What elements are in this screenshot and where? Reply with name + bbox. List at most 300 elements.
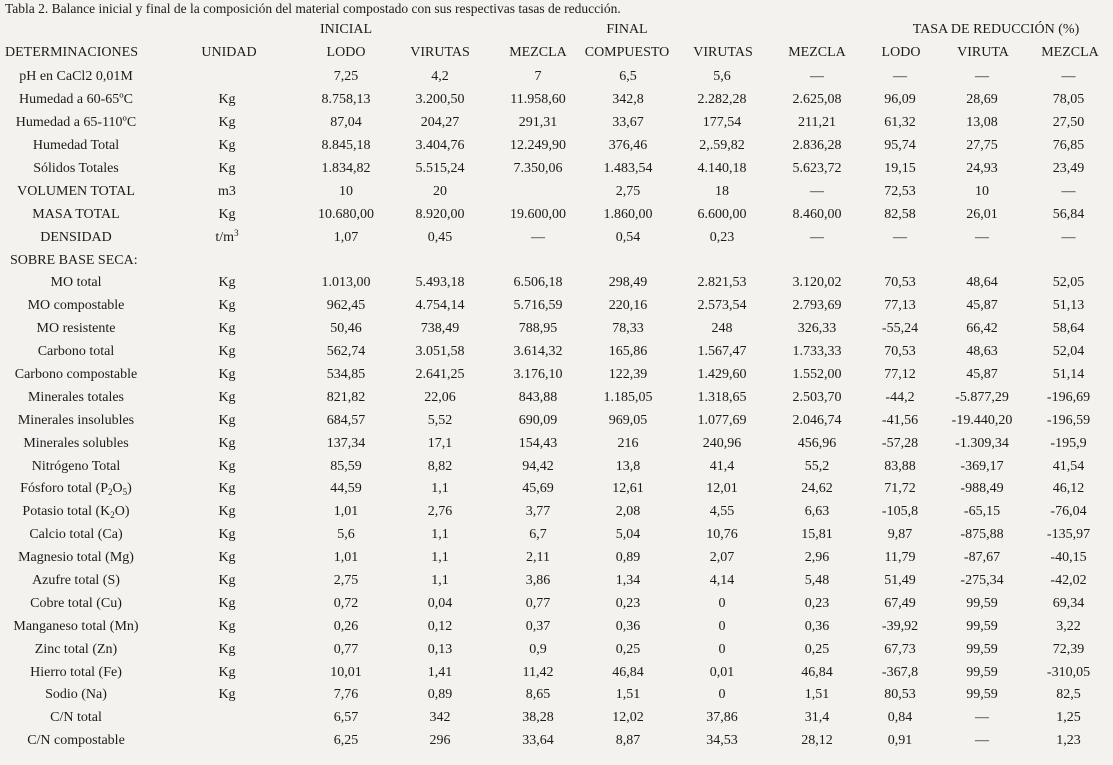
value-cell: — <box>1061 183 1076 199</box>
value-cell: 6,5 <box>619 69 637 85</box>
label-part: Potasio total (K <box>22 504 111 520</box>
value-cell: 8.920,00 <box>415 206 465 222</box>
value-cell: 10,76 <box>706 527 738 543</box>
value-cell: 2.821,53 <box>697 275 747 291</box>
value-cell: — <box>975 69 989 85</box>
value-cell: 34,53 <box>706 733 738 749</box>
col-header-tasa-viruta: VIRUTA <box>957 45 1009 60</box>
value-cell: 2,08 <box>615 504 641 520</box>
value-cell: 12,01 <box>706 481 738 497</box>
value-cell: 1,51 <box>615 687 641 703</box>
value-cell: 13,08 <box>966 115 998 131</box>
unit-cell <box>152 661 302 684</box>
table-row <box>0 112 1113 135</box>
value-cell: 843,88 <box>518 389 558 405</box>
value-cell: 291,31 <box>518 115 558 131</box>
value-cell: 2,76 <box>427 504 453 520</box>
value-cell: 0,23 <box>804 595 830 611</box>
value-cell: 8,87 <box>615 733 641 749</box>
table-caption: Tabla 2. Balance inicial y final de la composición del material compostado con sus respectivas tasas de reducción. <box>5 1 621 16</box>
value-cell: 9,87 <box>887 527 913 543</box>
value-cell <box>302 249 390 272</box>
unit-text: Kg <box>218 435 236 451</box>
value-cell: 67,49 <box>884 595 916 611</box>
value-cell: 0,25 <box>804 641 830 657</box>
value-cell: 0,77 <box>525 595 551 611</box>
value-cell: 1.013,00 <box>321 275 371 291</box>
unit-cell <box>152 249 302 272</box>
value-cell: 69,34 <box>1052 595 1085 611</box>
table-row <box>0 501 1113 524</box>
table-row <box>0 341 1113 364</box>
value-cell: -42,02 <box>1050 573 1087 589</box>
unit-text: Kg <box>218 687 236 703</box>
value-cell: 2.625,08 <box>792 92 842 108</box>
unit-cell <box>152 226 302 249</box>
value-cell: 1,25 <box>1056 710 1081 726</box>
unit-text: Kg <box>218 412 236 428</box>
value-cell: -367,8 <box>881 664 919 680</box>
value-cell: 10 <box>975 183 989 199</box>
label-part: O) <box>114 504 130 520</box>
value-cell: 1.733,33 <box>792 344 842 360</box>
value-cell: 7,25 <box>333 69 359 85</box>
value-cell: 137,34 <box>326 435 366 451</box>
unit-text: Kg <box>218 527 236 543</box>
value-cell: 2.793,69 <box>792 298 842 314</box>
value-cell: 67,73 <box>884 641 916 657</box>
value-cell: 72,39 <box>1052 641 1085 657</box>
value-cell: 1.077,69 <box>697 412 747 428</box>
value-cell: 821,82 <box>326 389 366 405</box>
value-cell: 1,51 <box>804 687 830 703</box>
value-cell: 38,28 <box>522 710 554 726</box>
value-cell: 3.176,10 <box>513 367 563 383</box>
value-cell: 61,32 <box>884 115 916 131</box>
value-cell: 1.567,47 <box>697 344 747 360</box>
value-cell: 788,95 <box>518 321 558 337</box>
table-row <box>0 730 1113 753</box>
value-cell: -57,28 <box>881 435 919 451</box>
value-cell: 23,49 <box>1052 161 1085 176</box>
unit-cell <box>152 89 302 112</box>
row-label: MASA TOTAL <box>32 206 120 222</box>
value-cell: -275,34 <box>960 573 1004 589</box>
value-cell: 0,54 <box>615 229 641 245</box>
unit-text: Kg <box>218 206 236 222</box>
value-cell: -105,8 <box>881 504 919 520</box>
unit-text: Kg <box>218 481 236 497</box>
unit-text: Kg <box>218 664 236 680</box>
value-cell: 99,59 <box>966 618 998 634</box>
unit-cell <box>152 730 302 753</box>
row-label: Carbono total <box>37 344 115 360</box>
col-header-final-virutas: VIRUTAS <box>693 45 753 60</box>
value-cell: 78,33 <box>612 321 644 337</box>
unit-text: Kg <box>218 550 236 566</box>
value-cell: 10.680,00 <box>318 206 374 222</box>
value-cell: 4.140,18 <box>697 161 747 176</box>
value-cell: 0,89 <box>427 687 453 703</box>
value-cell: 99,59 <box>966 641 998 657</box>
unit-text: t/m <box>215 229 235 245</box>
value-cell: 5,6 <box>337 527 355 543</box>
unit-text: Kg <box>218 618 236 634</box>
col-header-final-compuesto: COMPUESTO <box>584 45 670 60</box>
value-cell: — <box>810 183 824 199</box>
unit-cell <box>152 455 302 478</box>
value-cell: 3.200,50 <box>415 92 465 108</box>
unit-cell <box>152 592 302 615</box>
value-cell: -310,05 <box>1046 664 1091 680</box>
value-cell: -195,9 <box>1050 435 1087 451</box>
value-cell: 2.836,28 <box>792 138 842 154</box>
value-cell: -196,59 <box>1046 412 1091 428</box>
row-label <box>0 501 152 524</box>
value-cell: 1,01 <box>333 504 359 520</box>
unit-text: Kg <box>218 275 236 291</box>
value-cell: 1,1 <box>431 481 449 497</box>
label-part: O <box>112 481 123 497</box>
value-cell: 3.614,32 <box>513 344 563 360</box>
value-cell: 0,45 <box>427 229 453 245</box>
value-cell: 11.958,60 <box>510 92 566 108</box>
value-cell <box>586 249 670 272</box>
value-cell: -5.877,29 <box>955 389 1009 405</box>
row-label: Nitrógeno Total <box>31 458 121 474</box>
value-cell: 326,33 <box>797 321 837 337</box>
unit-cell <box>152 615 302 638</box>
row-label: Carbono compostable <box>14 367 138 383</box>
value-cell: — <box>1061 69 1076 85</box>
value-cell: -875,88 <box>960 527 1004 543</box>
unit-text: Kg <box>218 115 236 131</box>
unit-cell <box>152 318 302 341</box>
row-label: MO total <box>50 275 102 291</box>
row-label <box>0 478 152 501</box>
row-label: Hierro total (Fe) <box>30 664 122 680</box>
value-cell: 48,64 <box>966 275 998 291</box>
value-cell: 77,13 <box>884 298 916 314</box>
label-part: ) <box>127 481 132 497</box>
value-cell: 0,25 <box>615 641 641 657</box>
value-cell: 2.573,54 <box>697 298 747 314</box>
unit-cell <box>152 478 302 501</box>
composition-table <box>0 66 1113 753</box>
value-cell: -39,92 <box>881 618 919 634</box>
unit-text: Kg <box>218 161 236 176</box>
value-cell: -55,24 <box>881 321 919 337</box>
value-cell: 24,93 <box>966 161 998 176</box>
value-cell: 0,23 <box>709 229 735 245</box>
value-cell: 87,04 <box>330 115 362 131</box>
subscript: 2 <box>108 487 113 498</box>
unit-text: Kg <box>218 321 236 337</box>
value-cell: 15,81 <box>801 527 833 543</box>
col-header-unidad: UNIDAD <box>201 45 257 60</box>
value-cell: 10 <box>339 183 353 199</box>
table-row <box>0 524 1113 547</box>
value-cell: 6,63 <box>804 504 830 520</box>
value-cell: 31,4 <box>804 710 830 726</box>
unit-cell <box>152 180 302 203</box>
value-cell: 10,01 <box>330 664 362 680</box>
label-part: Fósforo total (P <box>20 481 109 497</box>
value-cell: 52,05 <box>1052 275 1085 291</box>
value-cell: 0,77 <box>333 641 359 657</box>
table-row <box>0 318 1113 341</box>
value-cell: 82,58 <box>884 206 916 222</box>
table-row <box>0 409 1113 432</box>
value-cell: 1,23 <box>1056 733 1081 749</box>
unit-text: Kg <box>218 389 236 405</box>
value-cell <box>1024 249 1113 272</box>
row-label: Azufre total (S) <box>32 573 120 589</box>
value-cell: 66,42 <box>966 321 998 337</box>
col-header-final-mezcla: MEZCLA <box>788 45 846 60</box>
row-label: MO resistente <box>36 321 116 337</box>
value-cell: 240,96 <box>702 435 742 451</box>
value-cell: 51,13 <box>1052 298 1085 314</box>
value-cell: -135,97 <box>1046 527 1091 543</box>
value-cell: — <box>893 229 907 245</box>
value-cell: -1.309,34 <box>955 435 1009 451</box>
value-cell: 5.716,59 <box>513 298 563 314</box>
value-cell: 71,72 <box>884 481 916 497</box>
value-cell: 5.515,24 <box>415 161 465 176</box>
table-row <box>0 203 1113 226</box>
value-cell: 0,72 <box>333 595 359 611</box>
value-cell: 11,42 <box>522 664 554 680</box>
value-cell: 5,48 <box>804 573 830 589</box>
value-cell: 1,1 <box>431 573 449 589</box>
value-cell: 2,75 <box>615 183 641 199</box>
value-cell: 72,53 <box>884 183 916 199</box>
value-cell: 8.460,00 <box>792 206 842 222</box>
value-cell: -41,56 <box>881 412 919 428</box>
value-cell: 19.600,00 <box>510 206 566 222</box>
value-cell: -19.440,20 <box>951 412 1013 428</box>
value-cell: 3.051,58 <box>415 344 465 360</box>
value-cell: 4.754,14 <box>415 298 465 314</box>
value-cell: -76,04 <box>1050 504 1087 520</box>
value-cell: 27,75 <box>966 138 998 154</box>
unit-cell <box>152 158 302 181</box>
table-row <box>0 386 1113 409</box>
table-row <box>0 661 1113 684</box>
col-header-tasa-lodo: LODO <box>881 45 921 60</box>
value-cell: 534,85 <box>326 367 366 383</box>
value-cell: 13,8 <box>615 458 641 474</box>
value-cell: 46,84 <box>801 664 833 680</box>
value-cell: 45,69 <box>522 481 554 497</box>
unit-text: Kg <box>218 367 236 383</box>
unit-text: m3 <box>218 183 236 199</box>
value-cell: 8.758,13 <box>321 92 371 108</box>
unit-cell <box>152 409 302 432</box>
row-label: Cobre total (Cu) <box>30 595 122 611</box>
value-cell: — <box>531 229 545 245</box>
value-cell: 20 <box>433 183 447 199</box>
value-cell: 177,54 <box>702 115 742 131</box>
group-header-final: FINAL <box>606 22 648 37</box>
unit-cell <box>152 203 302 226</box>
value-cell: 99,59 <box>966 595 998 611</box>
value-cell: 8.845,18 <box>321 138 371 154</box>
value-cell: — <box>975 229 989 245</box>
value-cell: 5,6 <box>713 69 731 85</box>
value-cell: 6.600,00 <box>697 206 747 222</box>
value-cell: 0,13 <box>427 641 453 657</box>
group-header-tasa: TASA DE REDUCCIÓN (%) <box>912 22 1080 37</box>
value-cell: -369,17 <box>960 458 1004 474</box>
value-cell: 2,75 <box>333 573 359 589</box>
value-cell: 99,59 <box>966 664 998 680</box>
value-cell: 3.120,02 <box>792 275 842 291</box>
value-cell: 5.493,18 <box>415 275 465 291</box>
value-cell: 5,52 <box>427 412 453 428</box>
value-cell: -65,15 <box>963 504 1001 520</box>
table-row <box>0 455 1113 478</box>
value-cell: 12,61 <box>612 481 644 497</box>
value-cell: 12.249,90 <box>510 138 566 154</box>
value-cell: 96,09 <box>884 92 916 108</box>
table-body <box>0 66 1113 753</box>
value-cell: 0,89 <box>615 550 641 566</box>
value-cell: 1.429,60 <box>697 367 747 383</box>
value-cell: — <box>1061 229 1076 245</box>
value-cell: 58,64 <box>1052 321 1085 337</box>
value-cell: 37,86 <box>706 710 738 726</box>
unit-cell <box>152 341 302 364</box>
value-cell <box>860 249 940 272</box>
value-cell: 0,12 <box>427 618 453 634</box>
value-cell: 94,42 <box>522 458 554 474</box>
value-cell: 6,57 <box>333 710 359 726</box>
value-cell: 19,15 <box>884 161 916 176</box>
value-cell: 17,1 <box>427 435 453 451</box>
table-row <box>0 432 1113 455</box>
subscript: 5 <box>122 487 128 498</box>
value-cell: 3,22 <box>1056 618 1081 634</box>
subscript: 2 <box>110 510 115 521</box>
value-cell: 1.318,65 <box>697 389 747 405</box>
value-cell: 78,05 <box>1052 92 1085 108</box>
value-cell: 2.641,25 <box>415 367 465 383</box>
value-cell: 28,12 <box>801 733 833 749</box>
value-cell: -988,49 <box>960 481 1004 497</box>
table-row <box>0 295 1113 318</box>
row-label: Zinc total (Zn) <box>34 641 118 657</box>
value-cell: 0 <box>718 618 726 634</box>
table-row <box>0 364 1113 387</box>
unit-cell <box>152 547 302 570</box>
value-cell: 1.860,00 <box>603 206 653 222</box>
value-cell: 2,11 <box>526 550 550 566</box>
unit-text: Kg <box>218 92 236 108</box>
value-cell: 51,14 <box>1052 367 1085 383</box>
value-cell: 298,49 <box>608 275 648 291</box>
value-cell: 70,53 <box>884 344 916 360</box>
value-cell: 99,59 <box>966 687 998 703</box>
value-cell: -87,67 <box>963 550 1001 566</box>
value-cell: 690,09 <box>518 412 558 428</box>
value-cell: 0,04 <box>427 595 453 611</box>
value-cell: 70,53 <box>884 275 916 291</box>
value-cell: 50,46 <box>330 321 362 337</box>
value-cell: 3,86 <box>525 573 551 589</box>
value-cell <box>390 249 490 272</box>
value-cell: — <box>893 69 907 85</box>
table-row <box>0 180 1113 203</box>
value-cell: 3.404,76 <box>415 138 465 154</box>
unit-text: Kg <box>218 504 236 520</box>
unit-cell <box>152 272 302 295</box>
value-cell: 2.046,74 <box>792 412 842 428</box>
value-cell: -196,69 <box>1046 389 1091 405</box>
value-cell <box>490 249 586 272</box>
value-cell: 154,43 <box>518 435 558 451</box>
value-cell: -40,15 <box>1050 550 1087 566</box>
table-row <box>0 570 1113 593</box>
section-label: SOBRE BASE SECA: <box>10 252 138 268</box>
value-cell: 1.552,00 <box>792 367 842 383</box>
value-cell: 52,04 <box>1052 344 1085 360</box>
unit-cell <box>152 707 302 730</box>
value-cell: 0,91 <box>887 733 913 749</box>
value-cell: 6,7 <box>529 527 547 543</box>
unit-cell <box>152 66 302 89</box>
value-cell: 1,01 <box>333 550 359 566</box>
value-cell: — <box>975 710 989 726</box>
row-label: pH en CaCl2 0,01M <box>19 69 133 85</box>
value-cell: 85,59 <box>330 458 362 474</box>
unit-cell <box>152 638 302 661</box>
unit-text: Kg <box>218 641 236 657</box>
unit-superscript: 3 <box>234 227 239 238</box>
value-cell: 0,36 <box>804 618 830 634</box>
value-cell: 44,59 <box>330 481 362 497</box>
unit-cell <box>152 364 302 387</box>
value-cell: 4,55 <box>709 504 735 520</box>
value-cell: 376,46 <box>608 138 648 154</box>
unit-text: Kg <box>218 458 236 474</box>
value-cell: 1,34 <box>615 573 641 589</box>
col-header-inicial-mezcla: MEZCLA <box>509 45 567 60</box>
value-cell: 3,77 <box>525 504 551 520</box>
row-label: VOLUMEN TOTAL <box>17 183 135 199</box>
row-label: Humedad a 65-110ºC <box>15 115 137 131</box>
value-cell: 0,23 <box>615 595 641 611</box>
value-cell: 0 <box>718 687 726 703</box>
value-cell: 24,62 <box>801 481 833 497</box>
row-label: Sólidos Totales <box>33 161 119 176</box>
value-cell: — <box>810 69 824 85</box>
value-cell: 46,84 <box>612 664 644 680</box>
value-cell: 26,01 <box>966 206 998 222</box>
row-label: C/N total <box>50 710 102 726</box>
value-cell: 4,2 <box>431 69 449 85</box>
unit-cell <box>152 501 302 524</box>
table-row <box>0 272 1113 295</box>
value-cell: 2.282,28 <box>697 92 747 108</box>
value-cell: 0,84 <box>887 710 913 726</box>
value-cell: 562,74 <box>326 344 366 360</box>
unit-cell <box>152 524 302 547</box>
table-row <box>0 158 1113 181</box>
value-cell: 2.503,70 <box>792 389 842 405</box>
value-cell: 122,39 <box>608 367 648 383</box>
